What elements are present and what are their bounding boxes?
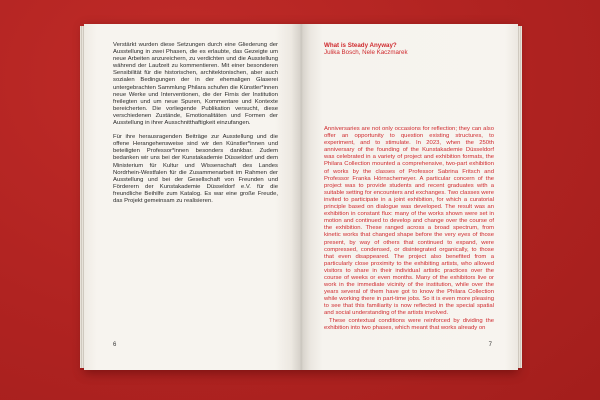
article-authors: Julika Bosch, Nele Kaczmarek bbox=[324, 49, 408, 57]
page-edges-right bbox=[518, 26, 522, 368]
article-header bbox=[324, 42, 494, 57]
left-page bbox=[84, 24, 301, 370]
open-book bbox=[84, 24, 518, 370]
right-paragraph-2: These contextual conditions were reinforced by dividing the exhibition into two phases, which meant that works already on bbox=[324, 317, 494, 331]
page-number-left: 6 bbox=[113, 342, 117, 348]
right-page-body bbox=[324, 126, 494, 332]
left-paragraph-2: Für ihre herausragenden Beiträge zur Ausstellung und die offene Herangehensweise sind wir den Künstler*innen und beteiligten Professor*innen besonders dankbar. Zudem bedanken wir uns bei der Kunstakademie Düsseldorf und dem Ministerium für Kultur und Wissenschaft des Landes Nordrhein-Westfalen für die Zusammenarbeit im Rahmen der Ausstellung und bei der Gesellschaft von Freunden und Förderern der Kunstakademie Düsseldorf e.V. für die freundliche Beihilfe zum Katalog. Es war eine große Freude, das Projekt gemeinsam zu realisieren. bbox=[113, 134, 278, 204]
right-page bbox=[301, 24, 518, 370]
left-page-body bbox=[113, 42, 278, 205]
article-title: What is Steady Anyway? bbox=[324, 42, 397, 49]
left-paragraph-1: Verstärkt wurden diese Setzungen durch eine Gliederung der Ausstellung in zwei Phasen, die es erlaubte, das Gezeigte um neue Arbeiten anzureichern, zu verdichten und die Ausstellung während der Laufzeit zu kommentieren. Mit einer besonderen Sensibilität für die historischen, architektonischen, aber auch sozialen Bedingungen der in der ehemaligen Glaserei untergebrachten Sammlung Philara schufen die Künstler*innen neue Werke und Interventionen, die der Firnis der Institution freilegten und um neue Spuren, Kommentare und Kontexte bereicherten. Die vorliegende Publikation versucht, diese verschiedenen Zustände, Emotionalitäten und Formen der Ausstellung in ihrer Ausschnitthaftigkeit einzufangen. bbox=[113, 42, 278, 127]
right-paragraph-1: Anniversaries are not only occasions for reflection; they can also offer an opportunity to question existing structures, to experiment, and to stimulate. In 2023, when the 250th anniversary of the founding of the Kunstakademie Düsseldorf was celebrated in a variety of project and exhibition formats, the Philara Collection mounted a comprehensive, two-part exhibition of works by the classes of Professor Sabrina Fritsch and Professor Franka Hörnschemeyer. A particular concern of the project was to provide students and recent graduates with a suitable setting for encounters and exchanges. Two classes were invited to participate in a joint exhibition, for which a curatorial principle based on dialogue was developed. The result was an exhibition in constant flux: many of the works shown were set in motion and continued to develop and change over the course of the exhibition. These ranged across a broad spectrum, from kinetic works that changed shape before the very eyes of those present, by way of others that continued to expand, were compressed, condensed, or disintegrated organically, to those that even disappeared. The project also benefited from a particularly close proximity to the exhibiting artists, who allowed visitors to share in their individual artistic practices over the course of weeks or even months. Many of the exhibitors live or work in the immediate vicinity of the institution, while over the years several of them have got to know the Philara Collection while working there in part-time jobs. So it is even more pleasing to see that this familiarity is now reflected in the special spatial and social understanding of the artists involved. bbox=[324, 126, 494, 317]
page-number-right: 7 bbox=[488, 342, 492, 348]
